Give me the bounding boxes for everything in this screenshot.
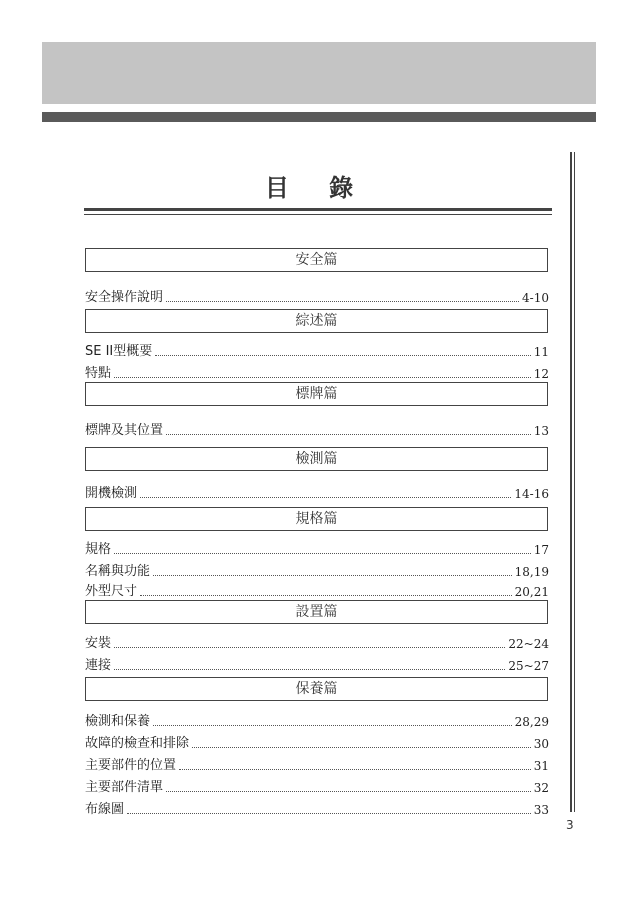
side-rule (570, 152, 575, 812)
section-heading-overview: 綜述篇 (85, 309, 548, 333)
toc-entry[interactable] (85, 362, 549, 382)
toc-entry[interactable] (85, 419, 549, 439)
toc-entry-label: 開機檢測 (85, 486, 138, 501)
toc-entry[interactable] (85, 632, 549, 652)
toc-entry[interactable] (85, 798, 549, 818)
toc-entry[interactable] (85, 340, 549, 360)
dot-leader (114, 668, 505, 670)
toc-entry[interactable] (85, 754, 549, 774)
toc-entry[interactable] (85, 710, 549, 730)
title-rule-thin (84, 214, 552, 215)
toc-entry[interactable] (85, 538, 549, 558)
dot-leader (179, 768, 531, 770)
toc-entry-page: 22~24 (508, 637, 549, 651)
toc-entry-label: 安裝 (85, 636, 112, 651)
toc-entry-label: 主要部件的位置 (85, 758, 177, 773)
section-heading-safety: 安全篇 (85, 248, 548, 272)
toc-entry-label: 名稱與功能 (85, 564, 151, 579)
toc-entry-page: 18,19 (514, 565, 549, 579)
section-heading-inspection: 檢測篇 (85, 447, 548, 471)
toc-entry-label: 外型尺寸 (85, 584, 138, 599)
dot-leader (166, 433, 531, 435)
toc-entry-page: 11 (533, 345, 549, 359)
toc-entry[interactable] (85, 580, 549, 600)
section-heading-maintenance: 保養篇 (85, 677, 548, 701)
toc-entry-page: 17 (533, 543, 549, 557)
toc-entry-label: 規格 (85, 542, 112, 557)
toc-entry[interactable] (85, 560, 549, 580)
toc-entry[interactable] (85, 286, 549, 306)
toc-entry-page: 25~27 (508, 659, 549, 673)
dot-leader (114, 552, 531, 554)
toc-entry[interactable] (85, 732, 549, 752)
dot-leader (192, 746, 531, 748)
header-rule (42, 112, 596, 122)
toc-entry-page: 33 (533, 803, 549, 817)
dot-leader (127, 812, 531, 814)
toc-entry-page: 31 (533, 759, 549, 773)
dot-leader (166, 300, 519, 302)
dot-leader (155, 354, 530, 356)
toc-entry-page: 30 (533, 737, 549, 751)
page-title: 目 錄 (264, 174, 370, 202)
section-heading-specs: 規格篇 (85, 507, 548, 531)
toc-entry-page: 13 (533, 424, 549, 438)
toc-entry-page: 20,21 (514, 585, 549, 599)
dot-leader (153, 574, 512, 576)
toc-entry-label: 主要部件清單 (85, 780, 164, 795)
toc-entry-label: 連接 (85, 658, 112, 673)
section-heading-setup: 設置篇 (85, 600, 548, 624)
dot-leader (140, 594, 512, 596)
toc-entry-label: 特點 (85, 366, 112, 381)
toc-entry-label: 布線圖 (85, 802, 125, 817)
header-band (42, 42, 596, 104)
toc-entry-label: 檢測和保養 (85, 714, 151, 729)
dot-leader (166, 790, 531, 792)
toc-entry[interactable] (85, 482, 549, 502)
dot-leader (114, 376, 531, 378)
dot-leader (114, 646, 505, 648)
toc-entry-page: 14-16 (514, 487, 549, 501)
toc-entry[interactable] (85, 776, 549, 796)
dot-leader (153, 724, 512, 726)
toc-entry-label: 故障的檢查和排除 (85, 736, 190, 751)
dot-leader (140, 496, 511, 498)
toc-entry-label: SE II型概要 (85, 344, 153, 359)
toc-entry[interactable] (85, 654, 549, 674)
toc-entry-page: 32 (533, 781, 549, 795)
page-number: 3 (566, 818, 574, 832)
toc-entry-label: 標牌及其位置 (85, 423, 164, 438)
toc-entry-page: 12 (533, 367, 549, 381)
toc-entry-page: 4-10 (522, 291, 549, 305)
toc-entry-page: 28,29 (514, 715, 549, 729)
toc-entry-label: 安全操作說明 (85, 290, 164, 305)
section-heading-labels: 標牌篇 (85, 382, 548, 406)
title-rule (84, 208, 552, 211)
